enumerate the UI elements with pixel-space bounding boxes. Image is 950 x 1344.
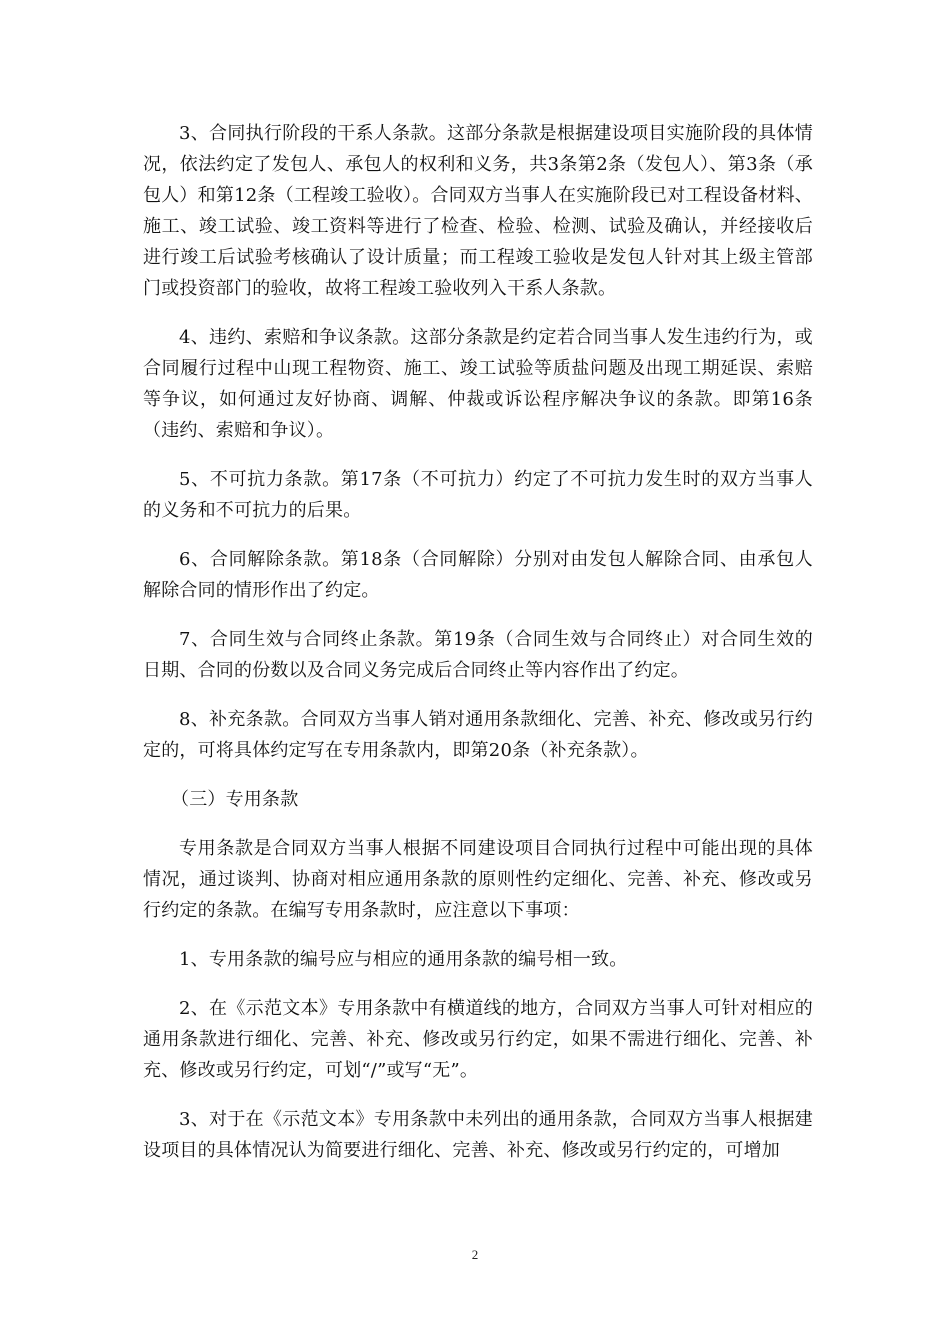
paragraph-unlisted-clauses-rule: 3、对于在《示范文本》专用条款中未列出的通用条款，合同双方当事人根据建设项目的具体情况认为简要进行细化、完善、补充、修改或另行约定的，可增加 bbox=[143, 1109, 813, 1161]
paragraph-contract-termination: 6、合同解除条款。第18条（合同解除）分别对由发包人解除合同、由承包人解除合同的情形作出了约定。 bbox=[143, 549, 813, 601]
paragraph-stakeholder-clauses: 3、合同执行阶段的干系人条款。这部分条款是根据建设项目实施阶段的具体情况，依法约定了发包人、承包人的权利和义务，共3条第2条（发包人）、第3条（承包人）和第12条（工程竣工验收）。合同双方当事人在实施阶段已对工程设备材料、施工、竣工试验、竣工资料等进行了检查、检验、检测、试验及确认，并经接收后进行竣工后试验考核确认了设计质量；而工程竣工验收是发包人针对其上级主管部门或投资部门的验收，故将工程竣工验收列入干系人条款。 bbox=[143, 123, 813, 299]
paragraph-effectiveness-and-end: 7、合同生效与合同终止条款。第19条（合同生效与合同终止）对合同生效的日期、合同的份数以及合同义务完成后合同终止等内容作出了约定。 bbox=[143, 629, 813, 681]
page-number: 2 bbox=[471, 1247, 479, 1262]
page-body bbox=[143, 118, 813, 1184]
paragraph-force-majeure: 5、不可抗力条款。第17条（不可抗力）约定了不可抗力发生时的双方当事人的义务和不可抗力的后果。 bbox=[143, 469, 813, 521]
paragraph-dash-line-rule: 2、在《示范文本》专用条款中有横道线的地方，合同双方当事人可针对相应的通用条款进行细化、完善、补充、修改或另行约定，如果不需进行细化、完善、补充、修改或另行约定，可划“/”或写“无”。 bbox=[143, 998, 813, 1081]
paragraph-special-clauses-intro: 专用条款是合同双方当事人根据不同建设项目合同执行过程中可能出现的具体情况，通过谈判、协商对相应通用条款的原则性约定细化、完善、补充、修改或另行约定的条款。在编写专用条款时，应注意以下事项： bbox=[143, 838, 813, 921]
paragraph-breach-claims-disputes: 4、违约、索赔和争议条款。这部分条款是约定若合同当事人发生违约行为，或合同履行过程中山现工程物资、施工、竣工试验等质盐问题及出现工期延误、索赔等争议，如何通过友好协商、调解、仲裁或诉讼程序解决争议的条款。即第16条（违约、索赔和争议）。 bbox=[143, 327, 813, 441]
paragraph-numbering-rule: 1、专用条款的编号应与相应的通用条款的编号相一致。 bbox=[179, 949, 628, 970]
paragraph-supplementary-clauses: 8、补充条款。合同双方当事人销对通用条款细化、完善、补充、修改或另行约定的，可将具体约定写在专用条款内，即第20条（补充条款）。 bbox=[143, 709, 813, 761]
section-heading-special-clauses: （三）专用条款 bbox=[171, 789, 299, 810]
